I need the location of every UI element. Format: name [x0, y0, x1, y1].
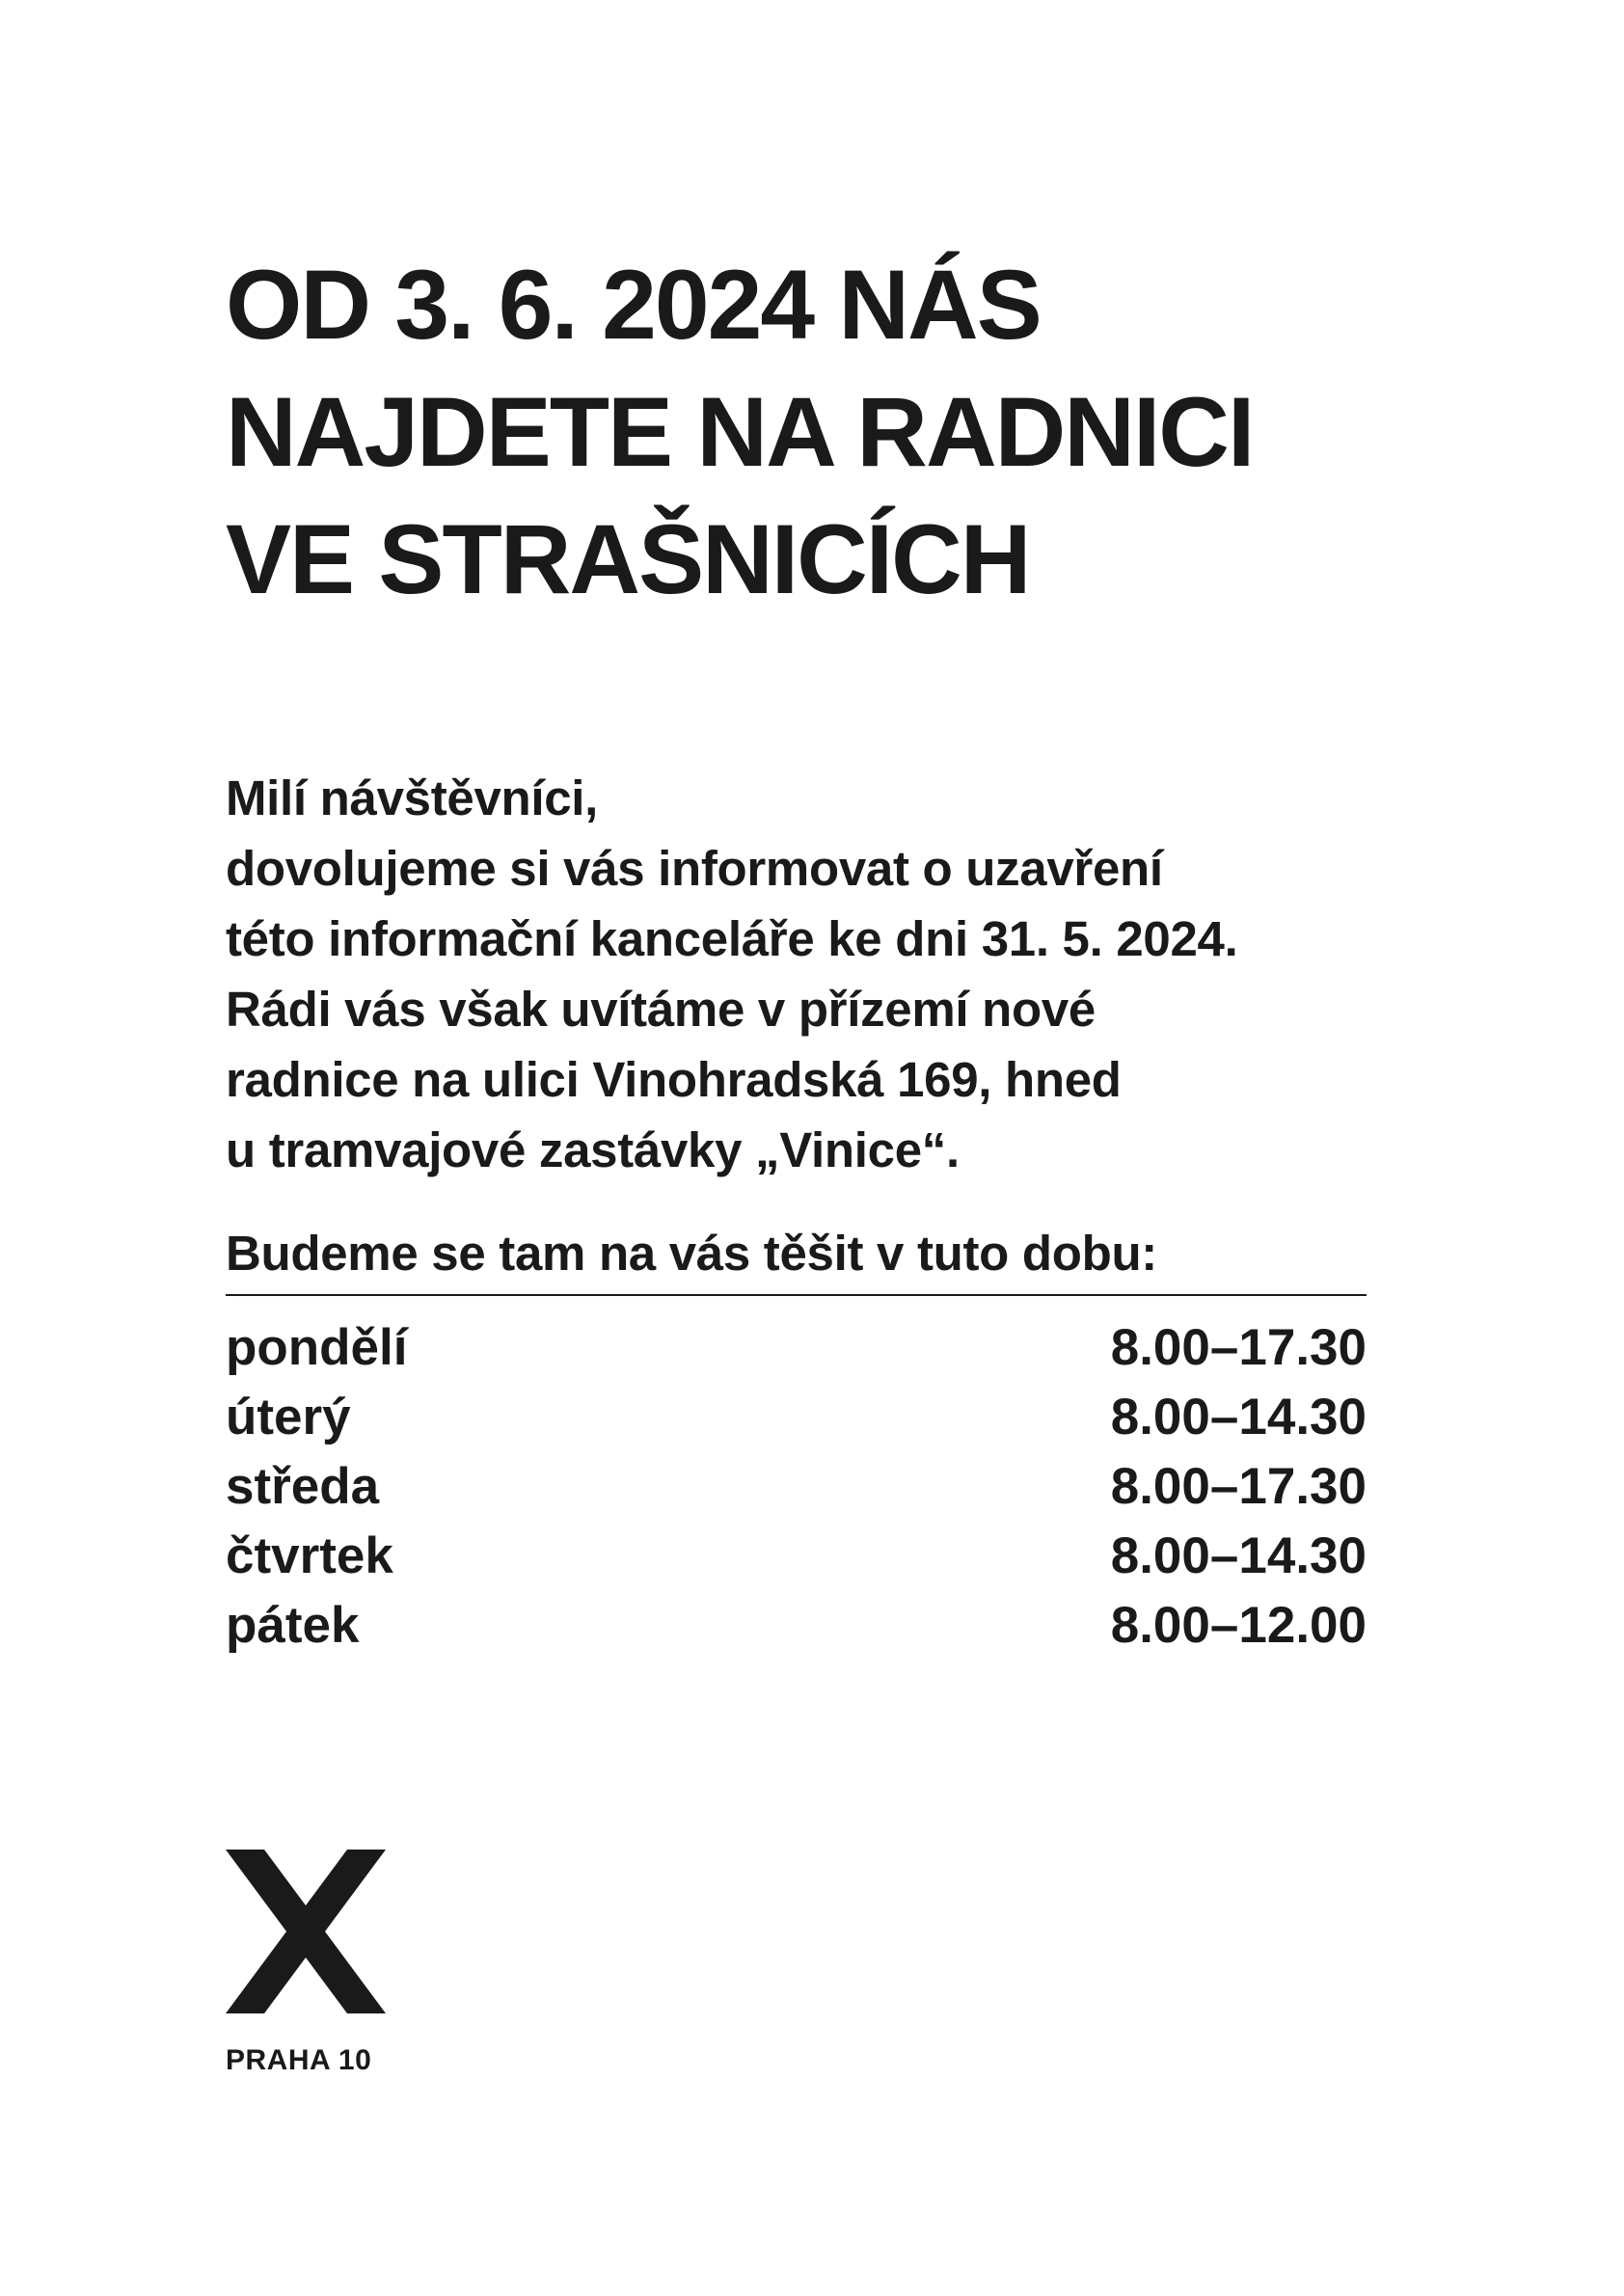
- message-line: radnice na ulici Vinohradská 169, hned: [226, 1052, 1122, 1107]
- hours-day: pátek: [226, 1597, 360, 1654]
- message-line: u tramvajové zastávky „Vinice“.: [226, 1122, 960, 1177]
- logo-text: PRAHA 10: [226, 2044, 372, 2076]
- message-line: Rádi vás však uvítáme v přízemí nové: [226, 982, 1096, 1037]
- title-line: VE STRAŠNICÍCH: [226, 504, 1030, 614]
- hours-row-tuesday: [226, 1383, 1367, 1452]
- hours-day: středa: [226, 1458, 380, 1515]
- hours-time: 8.00–14.30: [1110, 1389, 1367, 1445]
- opening-hours-heading: Budeme se tam na vás těšit v tuto dobu:: [226, 1226, 1157, 1281]
- hours-day: čtvrtek: [226, 1527, 393, 1584]
- hours-time: 8.00–12.00: [1110, 1597, 1367, 1654]
- message-line: dovolujeme si vás informovat o uzavření: [226, 841, 1163, 896]
- message-greeting: Milí návštěvníci,: [226, 770, 599, 825]
- hours-row-friday: [226, 1591, 1367, 1661]
- praha-10-logo: [226, 1850, 390, 2077]
- hours-time: 8.00–17.30: [1110, 1458, 1367, 1515]
- hours-row-thursday: [226, 1522, 1367, 1591]
- notice-message: [226, 763, 1421, 1185]
- message-line: této informační kanceláře ke dni 31. 5. 2024.: [226, 911, 1238, 966]
- hours-day: úterý: [226, 1389, 351, 1445]
- page-title: [226, 241, 1479, 623]
- hours-divider: [226, 1294, 1367, 1296]
- opening-hours-list: [226, 1313, 1367, 1661]
- hours-time: 8.00–17.30: [1110, 1319, 1367, 1376]
- title-line: OD 3. 6. 2024 NÁS: [226, 250, 1041, 360]
- title-line: NAJDETE NA RADNICI: [226, 377, 1254, 487]
- x-logo-icon: [226, 1850, 386, 2013]
- hours-time: 8.00–14.30: [1110, 1527, 1367, 1584]
- hours-day: pondělí: [226, 1319, 408, 1376]
- hours-row-monday: [226, 1313, 1367, 1383]
- hours-row-wednesday: [226, 1452, 1367, 1522]
